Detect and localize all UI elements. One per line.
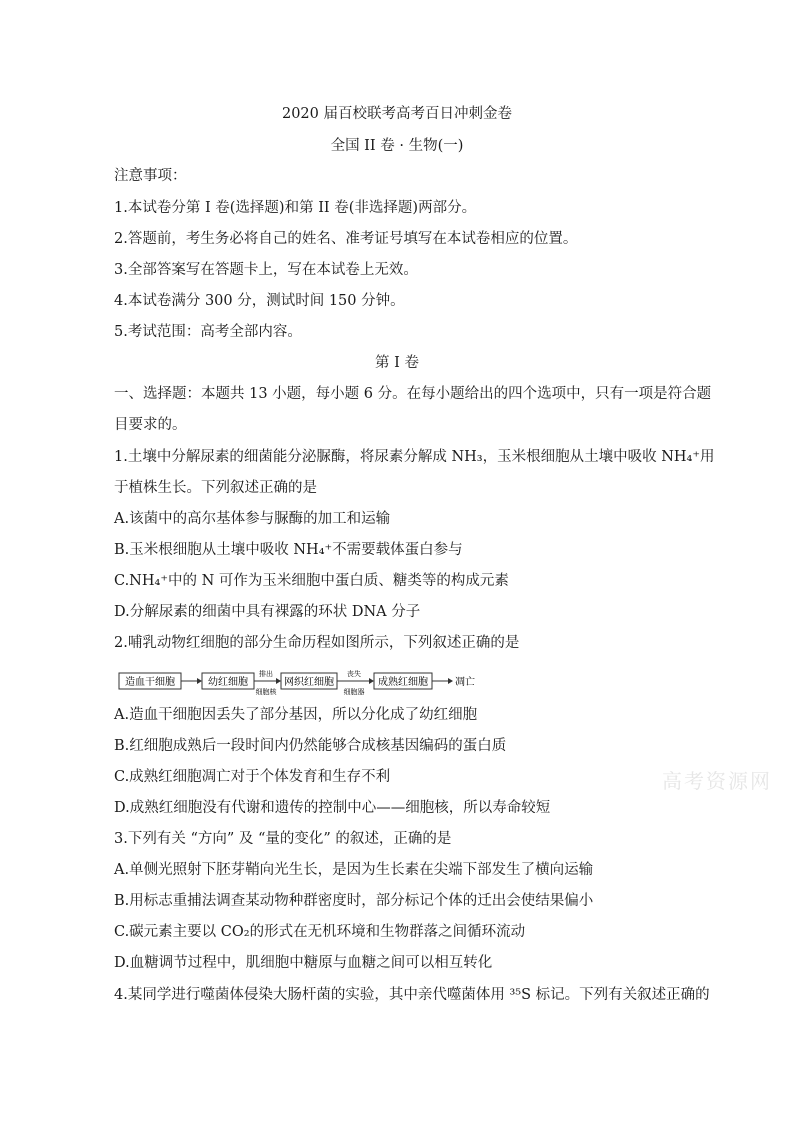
watermark: 高考资源网 xyxy=(662,769,772,793)
note-item-2: 2.答题前，考生务必将自己的姓名、准考证号填写在本试卷相应的位置。 xyxy=(114,231,578,247)
note-item-4: 4.本试卷满分 300 分，测试时间 150 分钟。 xyxy=(114,293,405,309)
arrow-head-icon xyxy=(197,678,202,684)
arrow-head-icon xyxy=(276,678,281,684)
q1-option-c: C.NH₄⁺中的 N 可作为玉米细胞中蛋白质、糖类等的构成元素 xyxy=(114,573,509,589)
rbc-lifecycle-diagram xyxy=(118,668,508,698)
q3-option-d: D.血糖调节过程中，肌细胞中糖原与血糖之间可以相互转化 xyxy=(114,955,493,971)
q3-option-b: B.用标志重捕法调查某动物种群密度时，部分标记个体的迁出会使结果偏小 xyxy=(114,893,594,909)
diagram-arrow-bottom-label: 细胞器 xyxy=(343,688,365,696)
exam-subtitle: 全国 II 卷 · 生物(一) xyxy=(330,138,464,154)
diagram-arrow-bottom-label: 细胞核 xyxy=(255,688,277,696)
q3-option-c: C.碳元素主要以 CO₂的形式在无机环境和生物群落之间循环流动 xyxy=(114,924,526,940)
note-item-1: 1.本试卷分第 I 卷(选择题)和第 II 卷(非选择题)两部分。 xyxy=(114,200,477,216)
diagram-end-label: 凋亡 xyxy=(455,677,475,688)
q1-stem-line-1: 1.土壤中分解尿素的细菌能分泌脲酶，将尿素分解成 NH₃，玉米根细胞从土壤中吸收 NH₄⁺用 xyxy=(114,449,715,465)
note-item-5: 5.考试范围：高考全部内容。 xyxy=(114,324,302,340)
q1-option-d: D.分解尿素的细菌中具有裸露的环状 DNA 分子 xyxy=(114,604,421,620)
arrow-head-icon xyxy=(448,678,453,684)
q1-option-a: A.该菌中的高尔基体参与脲酶的加工和运输 xyxy=(114,511,391,527)
q2-stem: 2.哺乳动物红细胞的部分生命历程如图所示，下列叙述正确的是 xyxy=(114,635,520,651)
notes-heading: 注意事项： xyxy=(114,168,187,184)
q2-option-b: B.红细胞成熟后一段时间内仍然能够合成核基因编码的蛋白质 xyxy=(114,738,507,754)
q1-stem-line-2: 于植株生长。下列叙述正确的是 xyxy=(114,480,317,496)
q4-stem: 4.某同学进行噬菌体侵染大肠杆菌的实验，其中亲代噬菌体用 ³⁵S 标记。下列有关叙述正确的 xyxy=(114,987,710,1003)
q3-option-a: A.单侧光照射下胚芽鞘向光生长，是因为生长素在尖端下部发生了横向运输 xyxy=(114,862,594,878)
diagram-box-label: 网织红细胞 xyxy=(284,677,334,688)
diagram-arrow-top-label: 排出 xyxy=(259,670,273,678)
note-item-3: 3.全部答案写在答题卡上，写在本试卷上无效。 xyxy=(114,262,418,278)
q2-option-a: A.造血干细胞因丢失了部分基因，所以分化成了幼红细胞 xyxy=(114,707,478,723)
section-instruction-line-2: 目要求的。 xyxy=(114,417,187,433)
diagram-arrow-top-label: 丧失 xyxy=(347,670,361,678)
q3-stem: 3.下列有关 “方向” 及 “量的变化” 的叙述，正确的是 xyxy=(114,831,452,847)
diagram-box-label: 成熟红细胞 xyxy=(378,677,428,688)
section-title: 第 I 卷 xyxy=(375,355,419,371)
q1-option-b: B.玉米根细胞从土壤中吸收 NH₄⁺不需要载体蛋白参与 xyxy=(114,542,463,558)
diagram-box-label: 幼红细胞 xyxy=(208,677,248,688)
section-instruction-line-1: 一、选择题：本题共 13 小题，每小题 6 分。在每小题给出的四个选项中，只有一项是符合题 xyxy=(114,386,712,402)
q2-option-d: D.成熟红细胞没有代谢和遗传的控制中心——细胞核，所以寿命较短 xyxy=(114,800,551,816)
arrow-head-icon xyxy=(369,678,374,684)
q2-option-c: C.成熟红细胞凋亡对于个体发育和生存不利 xyxy=(114,769,391,785)
exam-title: 2020 届百校联考高考百日冲刺金卷 xyxy=(281,106,512,122)
diagram-box-label: 造血干细胞 xyxy=(125,677,175,688)
